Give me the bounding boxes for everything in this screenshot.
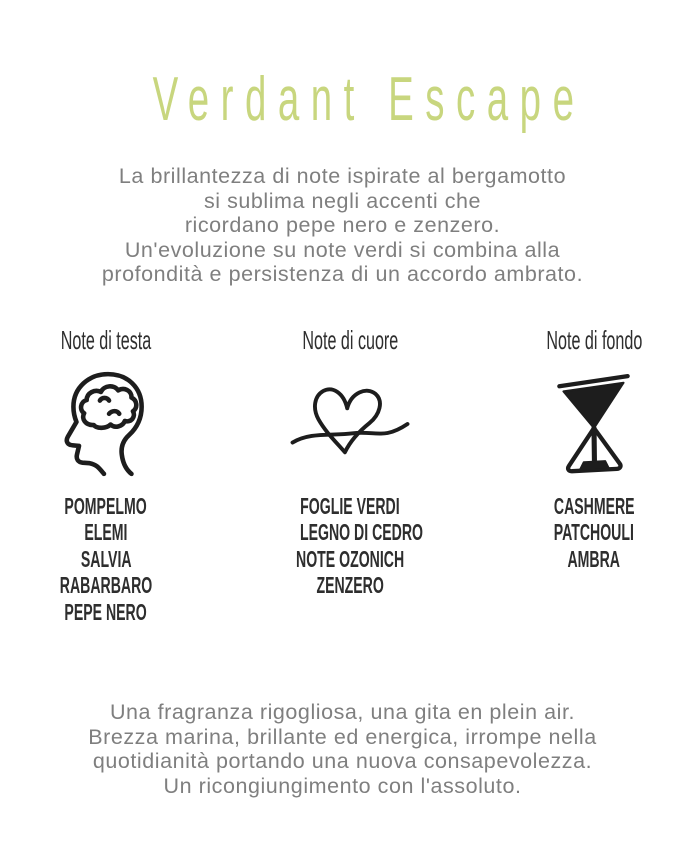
hourglass-icon xyxy=(503,361,685,487)
intro-paragraph xyxy=(0,164,685,287)
note-item: POMPELMO xyxy=(64,492,148,519)
note-item: ZENZERO xyxy=(316,572,384,598)
outro-line: quotidianità portando una nuova consapevolezza. xyxy=(92,749,593,773)
intro-line: ricordano pepe nero e zenzero. xyxy=(184,213,501,237)
intro-line: La brillantezza di note ispirate al bergamotto xyxy=(118,164,567,188)
fragrance-notes-section xyxy=(0,325,685,628)
note-item: ELEMI xyxy=(84,519,128,545)
note-item: CASHMERE xyxy=(553,492,635,519)
note-column-header-label: Note di testa xyxy=(60,324,152,355)
note-item: AMBRA xyxy=(567,545,621,572)
note-column-header xyxy=(15,325,197,355)
head-brain-icon xyxy=(15,361,197,487)
note-column-header-label: Note di fondo xyxy=(546,324,642,355)
note-item: PEPE NERO xyxy=(64,598,148,625)
page-title-text: Verdant Escape xyxy=(152,65,586,134)
note-list-cuore xyxy=(259,492,441,601)
outro-line: Un ricongiungimento con l'assoluto. xyxy=(163,773,522,798)
intro-line: Un'evoluzione su note verdi si combina alla xyxy=(124,237,561,262)
intro-line: profondità e persistenza di un accordo ambrato. xyxy=(101,262,584,286)
outro-line: Una fragranza rigogliosa, una gita en plein air. xyxy=(109,700,576,724)
outro-paragraph xyxy=(0,700,685,798)
note-list-testa xyxy=(15,492,197,628)
note-item: SALVIA xyxy=(80,545,132,572)
note-column-testa xyxy=(15,325,197,628)
scribble-heart-icon xyxy=(259,361,441,487)
outro-line: Brezza marina, brillante ed energica, irrompe nella xyxy=(88,724,597,749)
note-item: LEGNO DI CEDRO xyxy=(299,519,423,545)
intro-line: si sublima negli accenti che xyxy=(203,188,482,213)
note-column-header xyxy=(259,325,441,355)
note-column-header-label: Note di cuore xyxy=(302,324,398,355)
note-item: RABARBARO xyxy=(59,572,153,598)
note-item: PATCHOULI xyxy=(553,519,635,545)
note-column-cuore xyxy=(259,325,441,628)
note-item: FOGLIE VERDI xyxy=(300,492,400,519)
page-title xyxy=(0,66,685,134)
note-column-header xyxy=(503,325,685,355)
note-list-fondo xyxy=(503,492,685,575)
note-item: NOTE OZONICH xyxy=(295,545,405,572)
note-column-fondo xyxy=(503,325,685,628)
